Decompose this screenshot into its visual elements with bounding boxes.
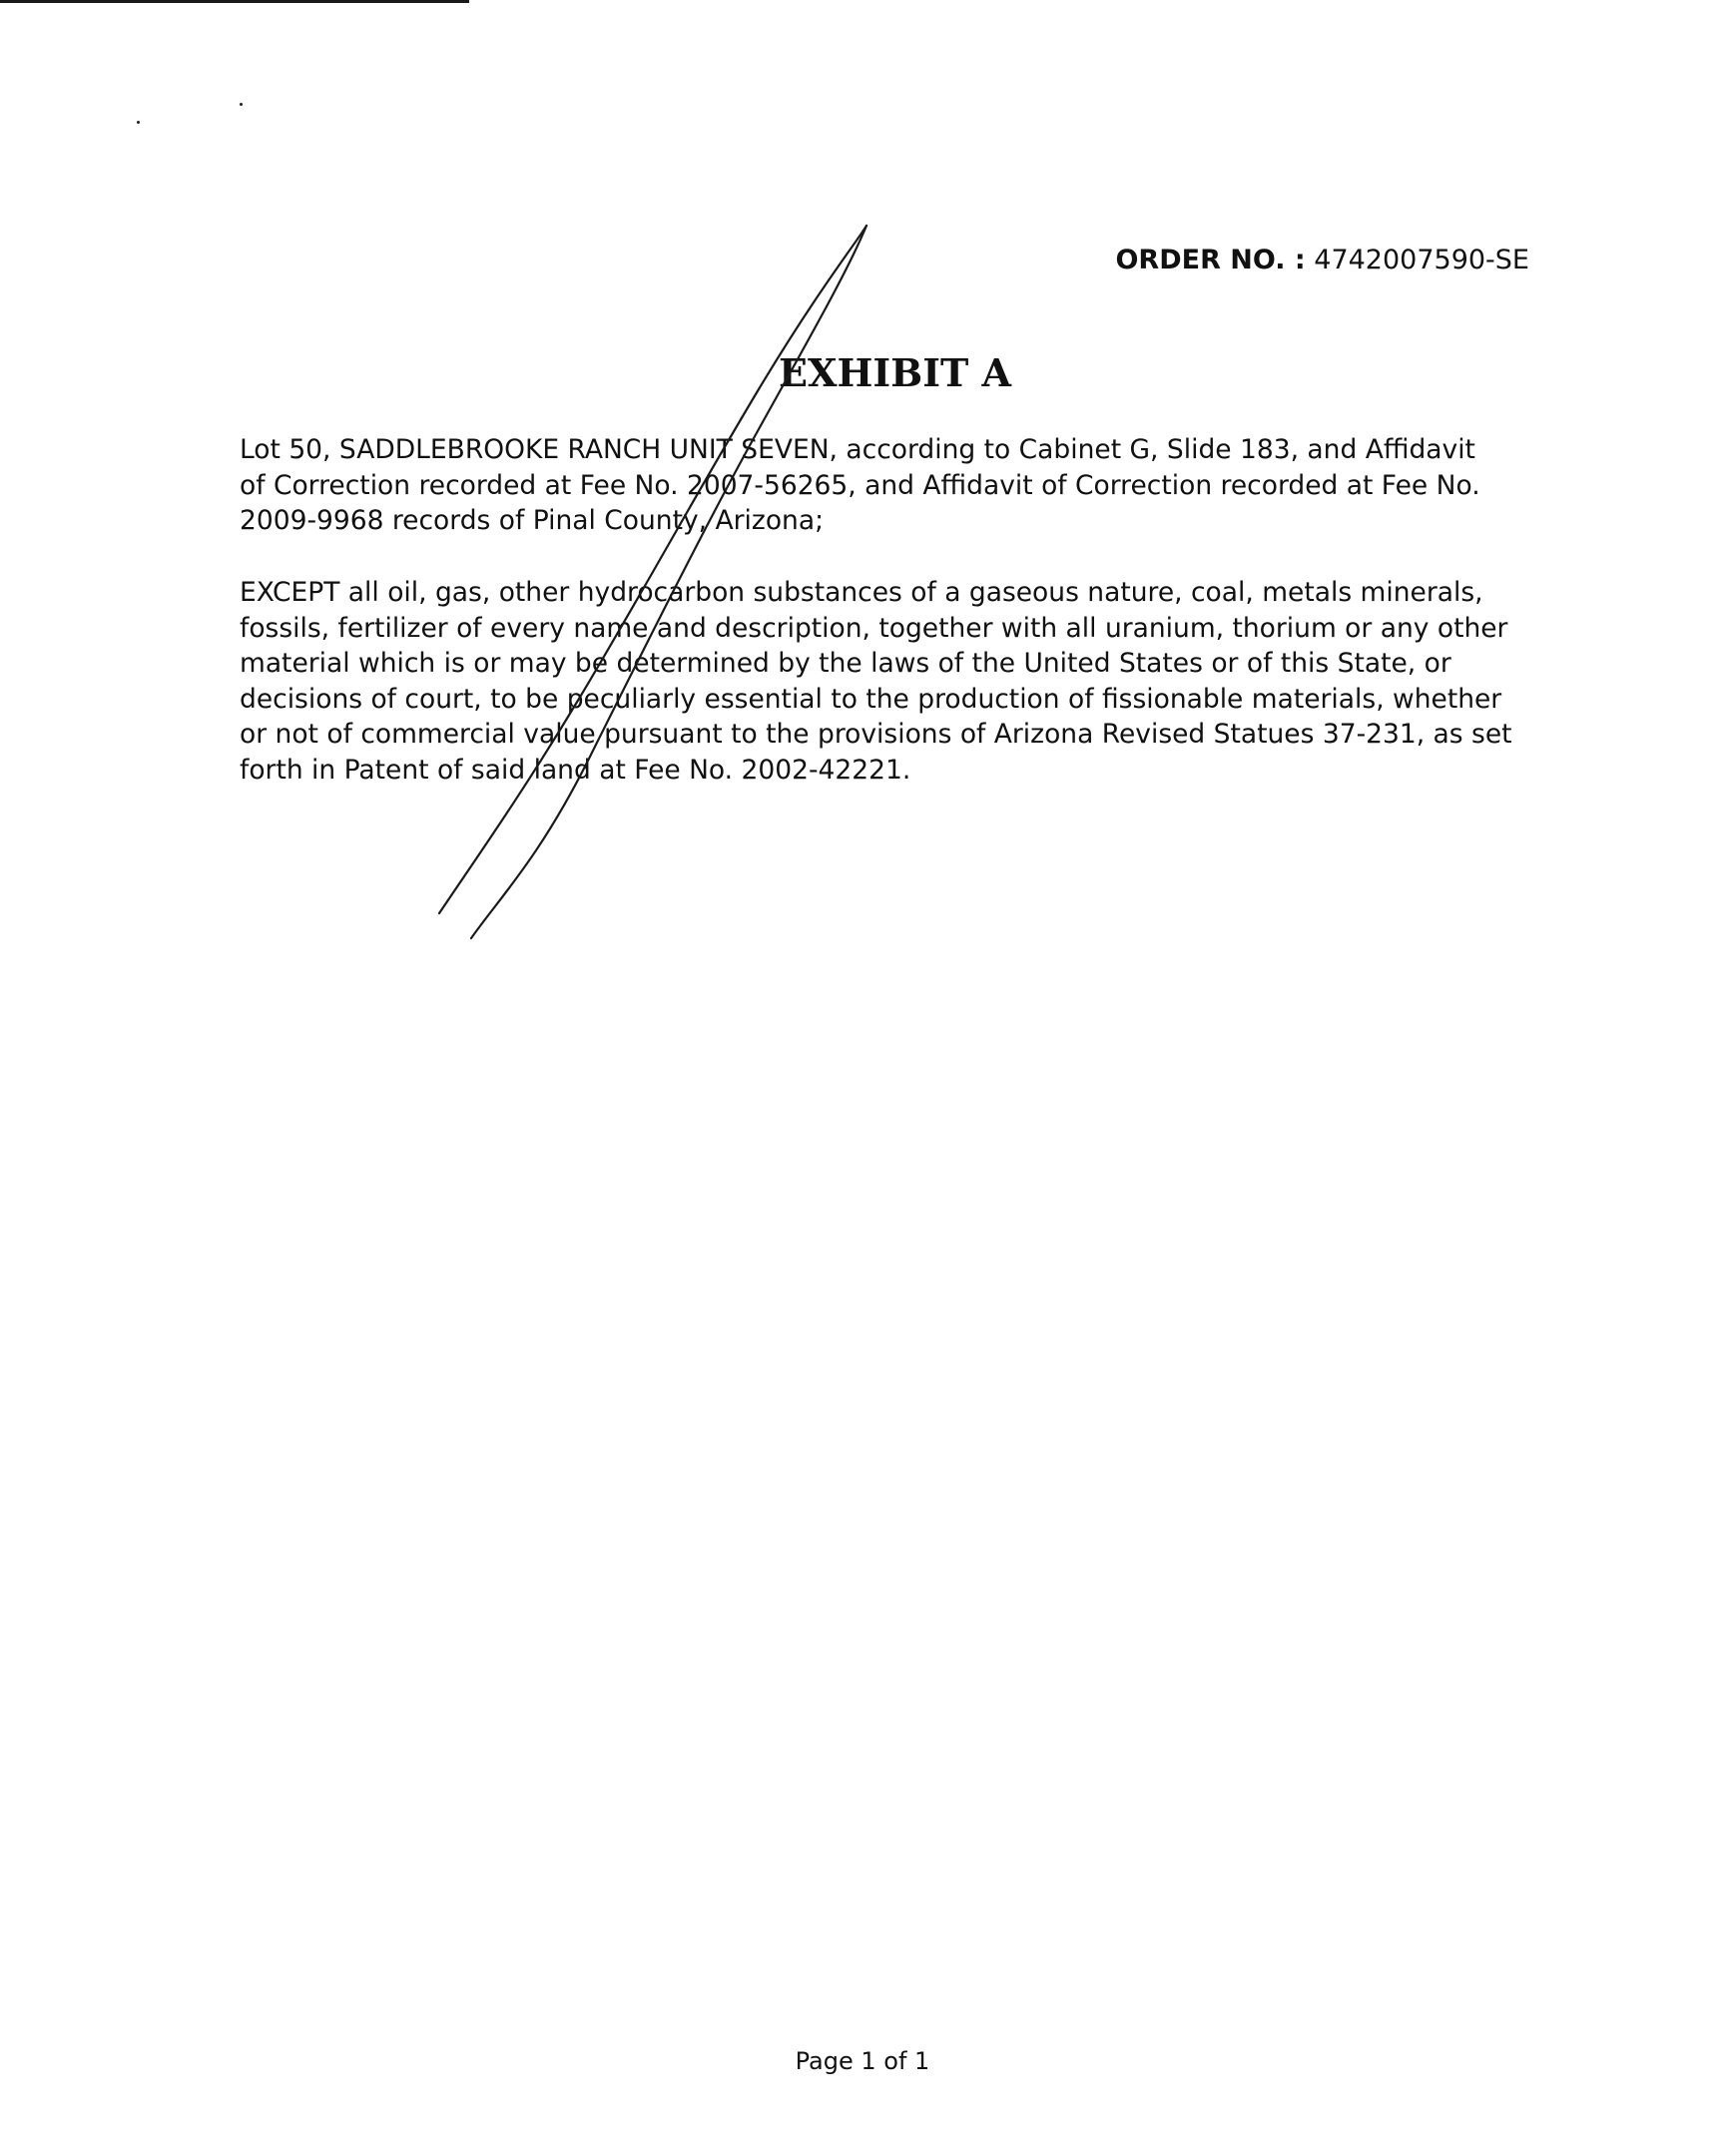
paragraph-line: EXCEPT all oil, gas, other hydrocarbon substances of a gaseous nature, coal, metals minerals, [240,577,1483,608]
exhibit-title: EXHIBIT A [779,350,1012,395]
order-number-value: 4742007590-SE [1314,245,1529,275]
page-number: Page 1 of 1 [795,2047,930,2075]
scan-speck [137,121,140,124]
scan-edge-line [0,0,469,3]
order-number-label: ORDER NO. : [1115,245,1306,275]
paragraph-line: Lot 50, SADDLEBROOKE RANCH UNIT SEVEN, according to Cabinet G, Slide 183, and Affidavit [240,434,1475,465]
order-number [1115,244,1529,277]
paragraph-line: decisions of court, to be peculiarly essential to the production of fissionable materials, whether [240,683,1502,715]
exception-paragraph [240,575,1537,788]
paragraph-line: material which is or may be determined by the laws of the United States or of this State, or [240,648,1451,679]
legal-description-paragraph [240,432,1537,539]
paragraph-line: forth in Patent of said land at Fee No. 2002-42221. [240,754,911,786]
paragraph-line: of Correction recorded at Fee No. 2007-56265, and Affidavit of Correction recorded at Fee No. [240,469,1480,501]
scan-speck [240,103,243,106]
paragraph-line: 2009-9968 records of Pinal County, Arizona; [240,505,824,536]
paragraph-line: fossils, fertilizer of every name and description, together with all uranium, thorium or any other [240,612,1508,644]
paragraph-line: or not of commercial value pursuant to the provisions of Arizona Revised Statues 37-231, as set [240,719,1512,750]
